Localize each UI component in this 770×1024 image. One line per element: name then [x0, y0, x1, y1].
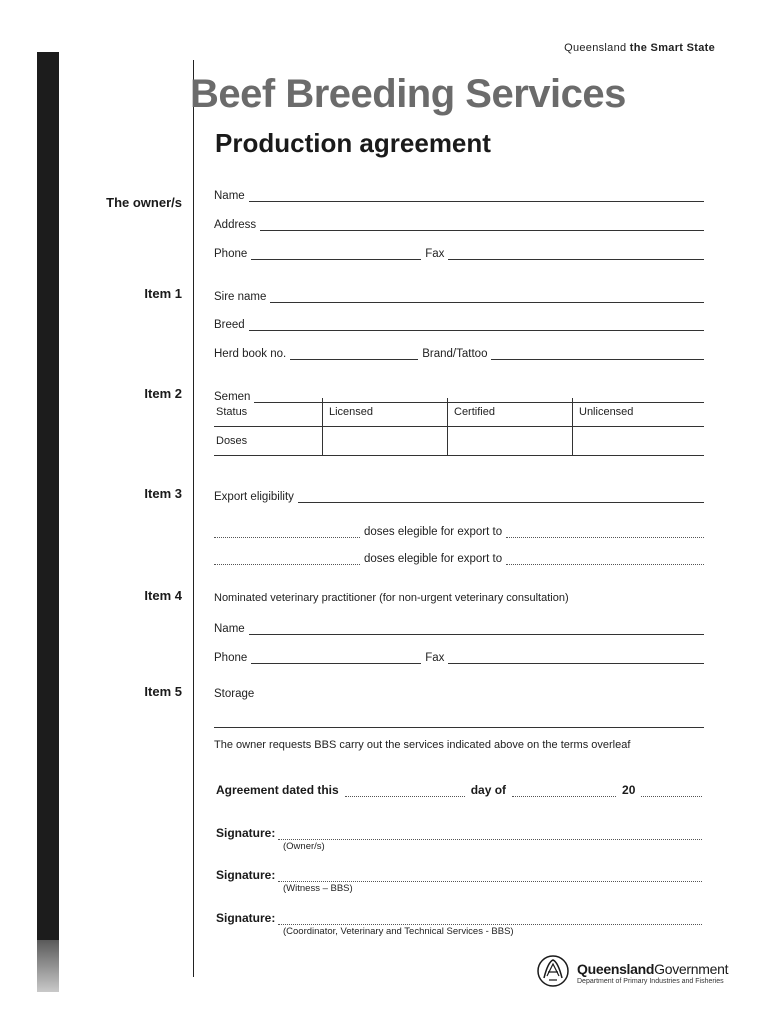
- export-eligibility-field[interactable]: [298, 492, 704, 503]
- government-logo-text: [577, 961, 728, 977]
- request-text: The owner requests BBS carry out the services indicated above on the terms overleaf: [214, 739, 631, 751]
- doses-certified-cell[interactable]: [448, 427, 573, 456]
- owner-fax-field[interactable]: [448, 249, 704, 260]
- breed-field[interactable]: [249, 320, 704, 331]
- export-destination-field-1[interactable]: [506, 527, 704, 538]
- section-item5-label: Item 5: [144, 684, 182, 699]
- margin-rule: [193, 60, 194, 977]
- vet-practitioner-text: Nominated veterinary practitioner (for non-urgent veterinary consultation): [214, 592, 569, 604]
- section-item3-label: Item 3: [144, 486, 182, 501]
- section-item2-label: Item 2: [144, 386, 182, 401]
- witness-signature-role: (Witness – BBS): [283, 883, 353, 894]
- owner-address-label: Address: [214, 219, 257, 231]
- owner-signature-role: (Owner/s): [283, 841, 325, 852]
- vet-fax-label: Fax: [425, 652, 445, 664]
- page-subtitle: Production agreement: [215, 128, 491, 158]
- licensed-cell[interactable]: Licensed: [323, 398, 448, 427]
- logo-normal-text: Government: [654, 961, 729, 977]
- herdbook-field[interactable]: [290, 349, 418, 360]
- agreement-year-label: 20: [622, 783, 636, 797]
- semen-status-table: [214, 398, 704, 456]
- owner-signature-field[interactable]: [278, 829, 702, 840]
- queensland-crest-icon: [536, 954, 570, 988]
- herdbook-row: [214, 344, 704, 360]
- doses-cell: Doses: [214, 427, 323, 456]
- witness-signature-row: [216, 868, 702, 882]
- section-item4-label: Item 4: [144, 588, 182, 603]
- owner-address-row: [214, 215, 704, 231]
- vet-phone-label: Phone: [214, 652, 248, 664]
- owner-name-label: Name: [214, 190, 245, 202]
- herdbook-label: Herd book no.: [214, 348, 287, 360]
- agreement-date-row: [216, 783, 702, 797]
- side-bar: [37, 52, 59, 992]
- logo-bold-text: Queensland: [577, 961, 655, 977]
- export-doses-row-2: [214, 549, 704, 565]
- signature-label: Signature:: [216, 868, 276, 882]
- table-row: [214, 427, 704, 456]
- side-bar-fade: [37, 940, 59, 992]
- department-name: Department of Primary Industries and Fisheries: [577, 978, 724, 985]
- export-doses-count-field-2[interactable]: [214, 554, 360, 565]
- status-cell: Status: [214, 398, 323, 427]
- witness-signature-field[interactable]: [278, 871, 702, 882]
- export-destination-field-2[interactable]: [506, 554, 704, 565]
- agreement-dayof-label: day of: [470, 783, 507, 797]
- vet-name-label: Name: [214, 623, 245, 635]
- sire-name-row: [214, 287, 704, 303]
- brand-tattoo-field[interactable]: [491, 349, 704, 360]
- certified-cell[interactable]: Certified: [448, 398, 573, 427]
- export-eligibility-row: [214, 487, 704, 503]
- vet-fax-field[interactable]: [448, 653, 704, 664]
- tagline-prefix: Queensland: [564, 42, 627, 54]
- storage-field[interactable]: [214, 727, 704, 728]
- export-doses-text-2: doses elegible for export to: [364, 553, 503, 565]
- coordinator-signature-row: [216, 911, 702, 925]
- vet-name-field[interactable]: [249, 624, 704, 635]
- export-doses-row-1: [214, 522, 704, 538]
- coordinator-signature-field[interactable]: [278, 914, 702, 925]
- semen-label: Semen: [214, 391, 251, 403]
- table-row: [214, 398, 704, 427]
- tagline-suffix: the Smart State: [629, 42, 715, 54]
- section-item1-label: Item 1: [144, 286, 182, 301]
- export-eligibility-label: Export eligibility: [214, 491, 294, 503]
- owner-name-field[interactable]: [249, 191, 704, 202]
- agreement-day-field[interactable]: [345, 786, 465, 797]
- owner-name-row: [214, 186, 704, 202]
- sire-name-label: Sire name: [214, 291, 267, 303]
- tagline: [564, 42, 715, 54]
- agreement-year-field[interactable]: [641, 786, 702, 797]
- doses-licensed-cell[interactable]: [323, 427, 448, 456]
- export-doses-count-field-1[interactable]: [214, 527, 360, 538]
- doses-unlicensed-cell[interactable]: [573, 427, 705, 456]
- owner-phone-field[interactable]: [251, 249, 421, 260]
- agreement-month-field[interactable]: [512, 786, 616, 797]
- vet-name-row: [214, 619, 704, 635]
- export-doses-text-1: doses elegible for export to: [364, 526, 503, 538]
- owner-fax-label: Fax: [425, 248, 445, 260]
- brand-tattoo-label: Brand/Tattoo: [422, 348, 488, 360]
- sire-name-field[interactable]: [270, 292, 704, 303]
- section-owner-label: The owner/s: [106, 195, 182, 210]
- agreement-dated-label: Agreement dated this: [216, 783, 339, 797]
- breed-label: Breed: [214, 319, 245, 331]
- page-title: Beef Breeding Services: [190, 72, 626, 116]
- owner-signature-row: [216, 826, 702, 840]
- vet-phone-row: [214, 648, 704, 664]
- owner-address-field[interactable]: [260, 220, 704, 231]
- signature-label: Signature:: [216, 826, 276, 840]
- storage-label: Storage: [214, 688, 255, 700]
- breed-row: [214, 315, 704, 331]
- coordinator-signature-role: (Coordinator, Veterinary and Technical Services - BBS): [283, 926, 514, 937]
- owner-phone-label: Phone: [214, 248, 248, 260]
- vet-phone-field[interactable]: [251, 653, 421, 664]
- signature-label: Signature:: [216, 911, 276, 925]
- unlicensed-cell[interactable]: Unlicensed: [573, 398, 705, 427]
- owner-phone-row: [214, 244, 704, 260]
